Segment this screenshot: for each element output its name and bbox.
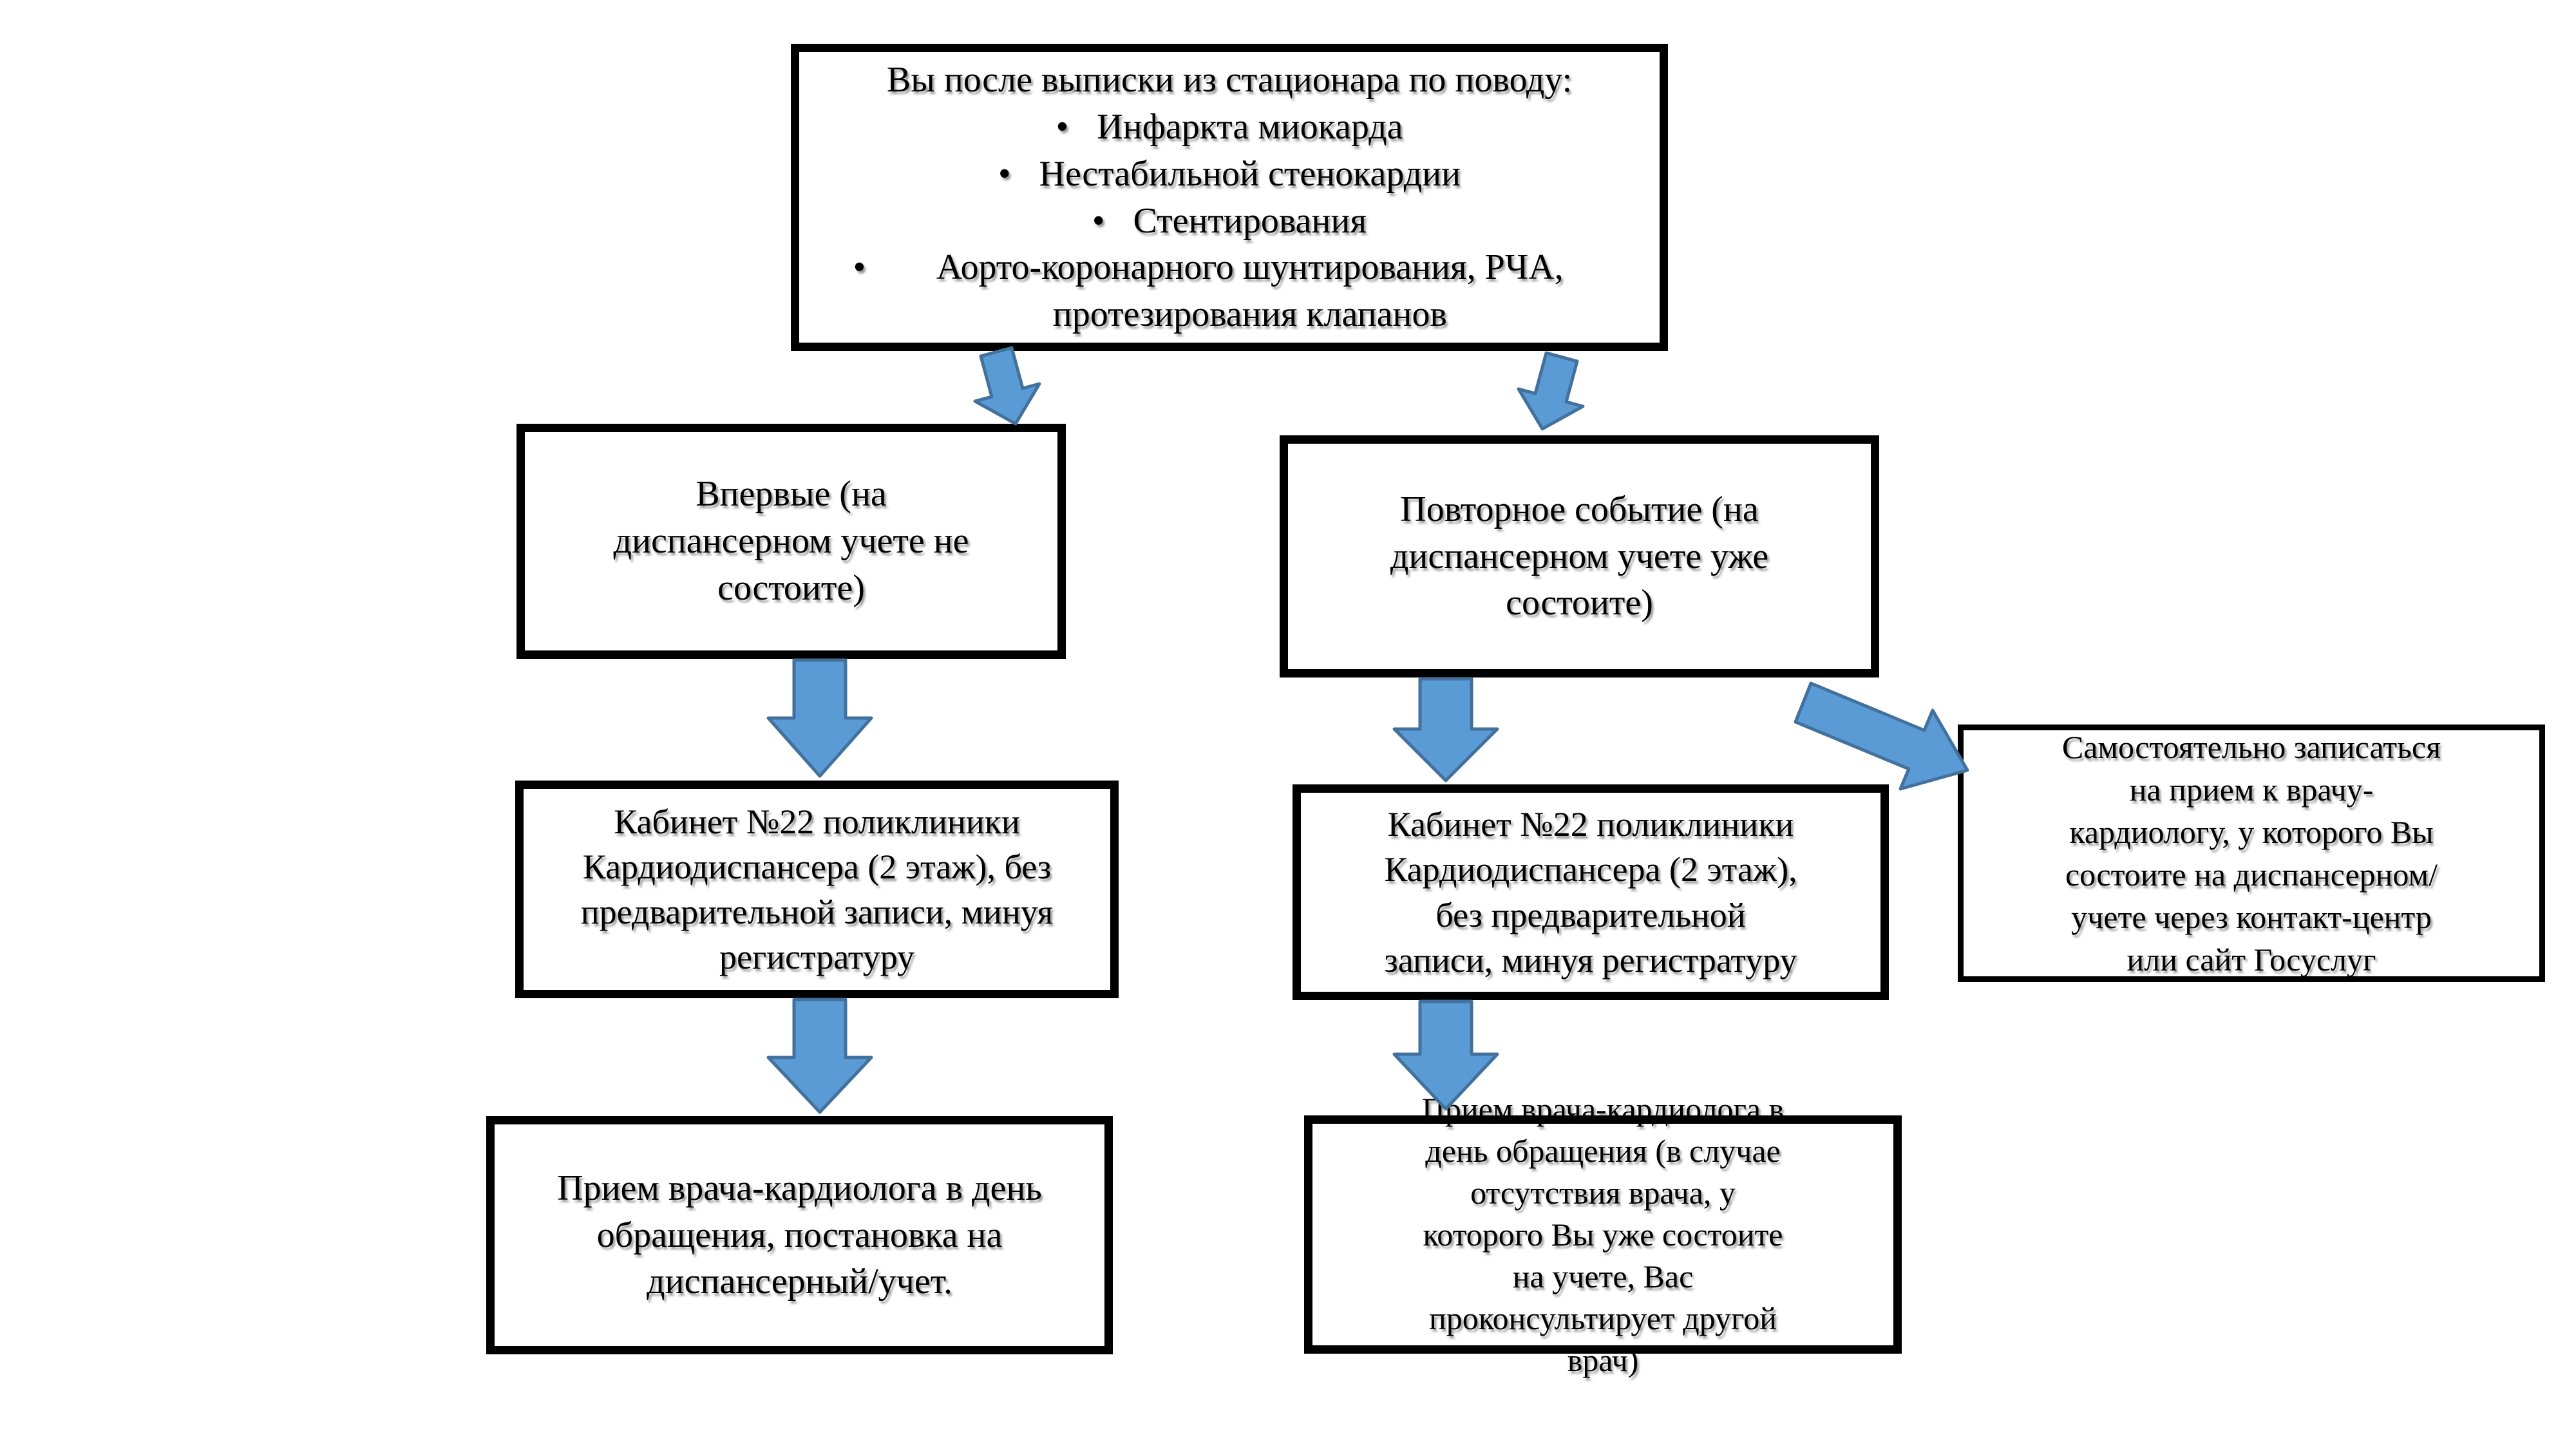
diagonal-down-right-arrow-icon: [1795, 683, 1967, 789]
bullet-label: Инфаркта миокарда: [1097, 106, 1403, 147]
angled-down-left-arrow-icon: [975, 348, 1039, 424]
first-time-text: Впервые (на диспансерном учете не состоите): [613, 474, 969, 608]
bullet-label: Стентирования: [1133, 200, 1367, 241]
bullet-icon: •: [853, 247, 866, 288]
bullet-label: Нестабильной стенокардии: [1039, 153, 1461, 194]
down-arrow-icon: [768, 660, 871, 776]
bullet-icon: •: [1056, 106, 1069, 147]
cabinet-first-text: Кабинет №22 поликлиники Кардиодиспансера (2 этаж), без предварительной записи, минуя регистратуру: [580, 802, 1054, 977]
appointment-first-text: Прием врача-кардиолога в день обращения, постановка на диспансерный/учет.: [557, 1168, 1042, 1302]
down-arrow-icon: [1394, 679, 1497, 781]
bullet-icon: •: [1092, 200, 1105, 241]
repeat-event-text: Повторное событие (на диспансерном учете уже состоите): [1390, 489, 1769, 623]
cabinet-repeat-text: Кабинет №22 поликлиники Кардиодиспансера (2 этаж), без предварительной записи, минуя регистратуру: [1384, 805, 1797, 980]
bullet-icon: •: [998, 153, 1011, 194]
appointment-repeat-text: Прием врача-кардиолога в день обращения (в случае отсутствия врача, у которого Вы уже состоите на учете, Вас проконсультирует другой врач): [1421, 1090, 1785, 1378]
down-arrow-icon: [1394, 1001, 1497, 1109]
bullet-label: Аорто-коронарного шунтирования, РЧА, протезирования клапанов: [936, 247, 1564, 335]
self-booking-text: Самостоятельно записаться на прием к врачу-кардиологу, у которого Вы состоите на диспансерном/учете через контакт-центр или сайт Госуслуг: [2061, 729, 2441, 978]
start-box-title: Вы после выписки из стационара по поводу:: [886, 60, 1573, 100]
angled-down-right-arrow-icon: [1519, 353, 1583, 429]
down-arrow-icon: [768, 999, 871, 1112]
